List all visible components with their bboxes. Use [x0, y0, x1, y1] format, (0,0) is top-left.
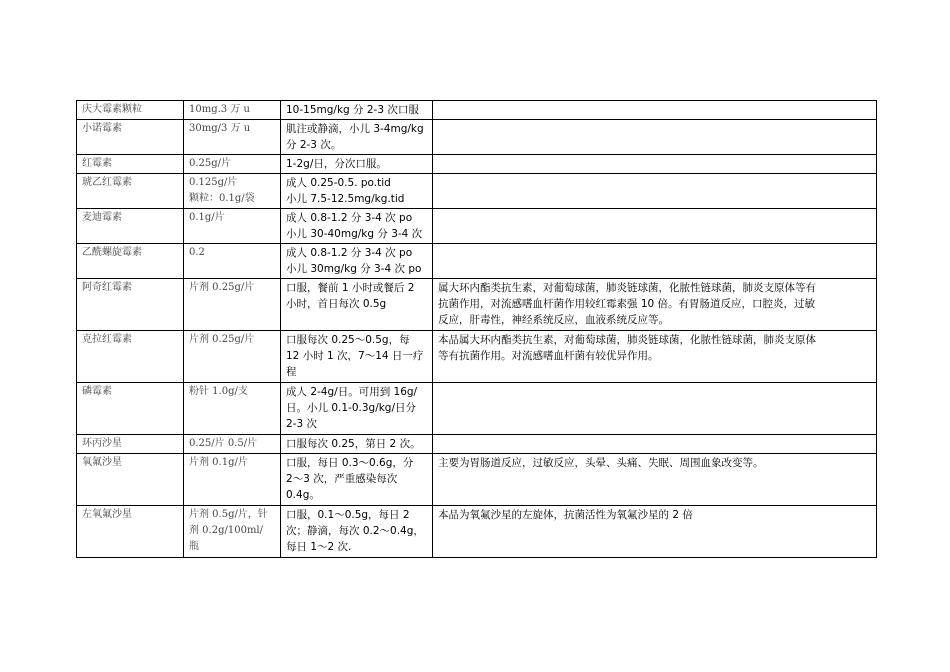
drug-name: 琥乙红霉素	[82, 177, 132, 188]
drug-usage-line: 2-3 次	[286, 418, 317, 430]
drug-notes-cell	[433, 331, 877, 383]
drug-name-cell	[77, 506, 184, 558]
drug-notes-line: 本品属大环内酯类抗生素，对葡萄球菌，肺炎链球菌，化脓性链球菌，肺炎支原体	[438, 334, 816, 346]
drug-usage-line: 每日 1～2 次.	[286, 541, 352, 553]
drug-notes-cell	[433, 279, 877, 331]
drug-notes-line: 本品为氧氟沙星的左旋体，抗菌活性为氧氟沙星的 2 倍	[438, 509, 693, 521]
drug-spec-line: 片剂 0.25g/片	[189, 282, 255, 293]
drug-spec-cell	[184, 279, 281, 331]
drug-name: 小诺霉素	[82, 123, 122, 134]
drug-notes-line: 反应，肝毒性，神经系统反应，血液系统反应等。	[438, 314, 669, 326]
table-row	[77, 383, 877, 435]
drug-name-cell	[77, 209, 184, 244]
drug-name: 克拉红霉素	[82, 334, 132, 345]
drug-spec-cell	[184, 155, 281, 174]
drug-name: 庆大霉素颗粒	[82, 104, 142, 115]
drug-notes-line: 抗菌作用，对流感嗜血杆菌作用较红霉素强 10 倍。有胃肠道反应，口腔炎，过敏	[438, 298, 816, 310]
table-row	[77, 244, 877, 279]
drug-usage-line: 日。小儿 0.1-0.3g/kg/日分	[286, 402, 417, 414]
drug-spec-line: 0.2	[189, 247, 205, 258]
drug-usage-line: 12 小时 1 次，7～14 日一疗	[286, 350, 424, 362]
drug-usage-cell	[281, 174, 433, 209]
drug-notes-cell	[433, 120, 877, 155]
drug-usage-line: 10-15mg/kg 分 2-3 次口服	[286, 104, 419, 116]
drug-usage-line: 肌注或静滴，小儿 3-4mg/kg	[286, 123, 424, 135]
drug-name: 乙酰螺旋霉素	[82, 247, 142, 258]
table-row	[77, 454, 877, 506]
drug-spec-line: 剂 0.2g/100ml/	[189, 525, 263, 536]
drug-notes-cell	[433, 383, 877, 435]
drug-usage-line: 成人 0.8-1.2 分 3-4 次 po	[286, 247, 413, 259]
drug-notes-cell	[433, 435, 877, 454]
drug-usage-line: 口服每次 0.25～0.5g，每	[286, 334, 410, 346]
drug-usage-line: 1-2g/日，分次口服。	[286, 158, 387, 170]
drug-notes-cell	[433, 506, 877, 558]
drug-notes-line: 属大环内酯类抗生素，对葡萄球菌，肺炎链球菌，化脓性链球菌，肺炎支原体等有	[438, 282, 816, 294]
drug-usage-line: 口服每次 0.25，第日 2 次。	[286, 438, 421, 450]
drug-spec-line: 瓶	[189, 541, 199, 552]
drug-table-body	[77, 101, 877, 558]
drug-usage-line: 小时，首日每次 0.5g	[286, 298, 387, 310]
drug-spec-line: 0.125g/片	[189, 177, 238, 188]
drug-usage-line: 小儿 7.5-12.5mg/kg.tid	[286, 193, 405, 205]
table-row	[77, 506, 877, 558]
drug-name-cell	[77, 279, 184, 331]
drug-spec-line: 片剂 0.25g/片	[189, 334, 255, 345]
drug-usage-line: 分 2-3 次。	[286, 139, 342, 151]
drug-usage-line: 2～3 次，严重感染每次	[286, 473, 398, 485]
drug-usage-cell	[281, 383, 433, 435]
drug-notes-cell	[433, 454, 877, 506]
drug-usage-cell	[281, 506, 433, 558]
drug-notes-cell	[433, 209, 877, 244]
table-row	[77, 174, 877, 209]
drug-spec-line: 0.25g/片	[189, 158, 232, 169]
drug-name: 氧氟沙星	[82, 457, 122, 468]
drug-spec-cell	[184, 383, 281, 435]
drug-name: 红霉素	[82, 158, 112, 169]
drug-name: 环丙沙星	[82, 438, 122, 449]
drug-notes-cell	[433, 244, 877, 279]
drug-name-cell	[77, 383, 184, 435]
drug-usage-cell	[281, 101, 433, 120]
drug-notes-line: 主要为胃肠道反应，过敏反应，头晕、头痛、失眠、周围血象改变等。	[438, 457, 764, 469]
drug-usage-cell	[281, 209, 433, 244]
table-row	[77, 209, 877, 244]
drug-spec-line: 粉针 1.0g/支	[189, 386, 248, 397]
drug-spec-cell	[184, 506, 281, 558]
drug-name-cell	[77, 174, 184, 209]
drug-name: 磷霉素	[82, 386, 112, 397]
table-row	[77, 101, 877, 120]
drug-table	[76, 100, 877, 558]
drug-spec-line: 10mg.3 万 u	[189, 104, 250, 115]
drug-usage-line: 口服，每日 0.3～0.6g，分	[286, 457, 414, 469]
table-row	[77, 331, 877, 383]
drug-name-cell	[77, 435, 184, 454]
drug-usage-cell	[281, 435, 433, 454]
drug-name-cell	[77, 331, 184, 383]
drug-spec-line: 片剂 0.5g/片，针	[189, 509, 268, 520]
drug-notes-line: 等有抗菌作用。对流感嗜血杆菌有较优异作用。	[438, 350, 659, 362]
table-row	[77, 155, 877, 174]
drug-spec-line: 颗粒：0.1g/袋	[189, 193, 255, 204]
drug-spec-cell	[184, 454, 281, 506]
drug-spec-cell	[184, 209, 281, 244]
table-row	[77, 435, 877, 454]
drug-usage-line: 口服，0.1～0.5g，每日 2	[286, 509, 410, 521]
drug-notes-cell	[433, 101, 877, 120]
drug-spec-line: 片剂 0.1g/片	[189, 457, 248, 468]
drug-name-cell	[77, 101, 184, 120]
drug-usage-line: 程	[286, 366, 297, 378]
drug-usage-cell	[281, 244, 433, 279]
drug-usage-cell	[281, 279, 433, 331]
drug-usage-cell	[281, 155, 433, 174]
drug-usage-line: 成人 0.25-0.5. po.tid	[286, 177, 391, 189]
table-row	[77, 279, 877, 331]
drug-usage-cell	[281, 454, 433, 506]
drug-name: 左氧氟沙星	[82, 509, 132, 520]
drug-usage-cell	[281, 331, 433, 383]
drug-spec-cell	[184, 331, 281, 383]
drug-usage-line: 口服，餐前 1 小时或餐后 2	[286, 282, 415, 294]
drug-name: 阿奇红霉素	[82, 282, 132, 293]
drug-spec-cell	[184, 435, 281, 454]
drug-notes-cell	[433, 174, 877, 209]
drug-spec-cell	[184, 174, 281, 209]
drug-usage-line: 小儿 30-40mg/kg 分 3-4 次	[286, 228, 423, 240]
drug-usage-cell	[281, 120, 433, 155]
drug-name: 麦迪霉素	[82, 212, 122, 223]
drug-usage-line: 0.4g。	[286, 489, 320, 501]
drug-notes-cell	[433, 155, 877, 174]
drug-name-cell	[77, 454, 184, 506]
drug-spec-cell	[184, 120, 281, 155]
drug-name-cell	[77, 120, 184, 155]
drug-spec-line: 30mg/3 万 u	[189, 123, 251, 134]
table-row	[77, 120, 877, 155]
drug-name-cell	[77, 244, 184, 279]
drug-usage-line: 小儿 30mg/kg 分 3-4 次 po	[286, 263, 422, 275]
drug-spec-line: 0.25/片 0.5/片	[189, 438, 258, 449]
drug-usage-line: 成人 0.8-1.2 分 3-4 次 po	[286, 212, 413, 224]
drug-usage-line: 次；静滴，每次 0.2～0.4g，	[286, 525, 424, 537]
drug-spec-cell	[184, 244, 281, 279]
drug-spec-line: 0.1g/片	[189, 212, 225, 223]
drug-usage-line: 成人 2-4g/日。可用到 16g/	[286, 386, 418, 398]
drug-name-cell	[77, 155, 184, 174]
drug-spec-cell	[184, 101, 281, 120]
